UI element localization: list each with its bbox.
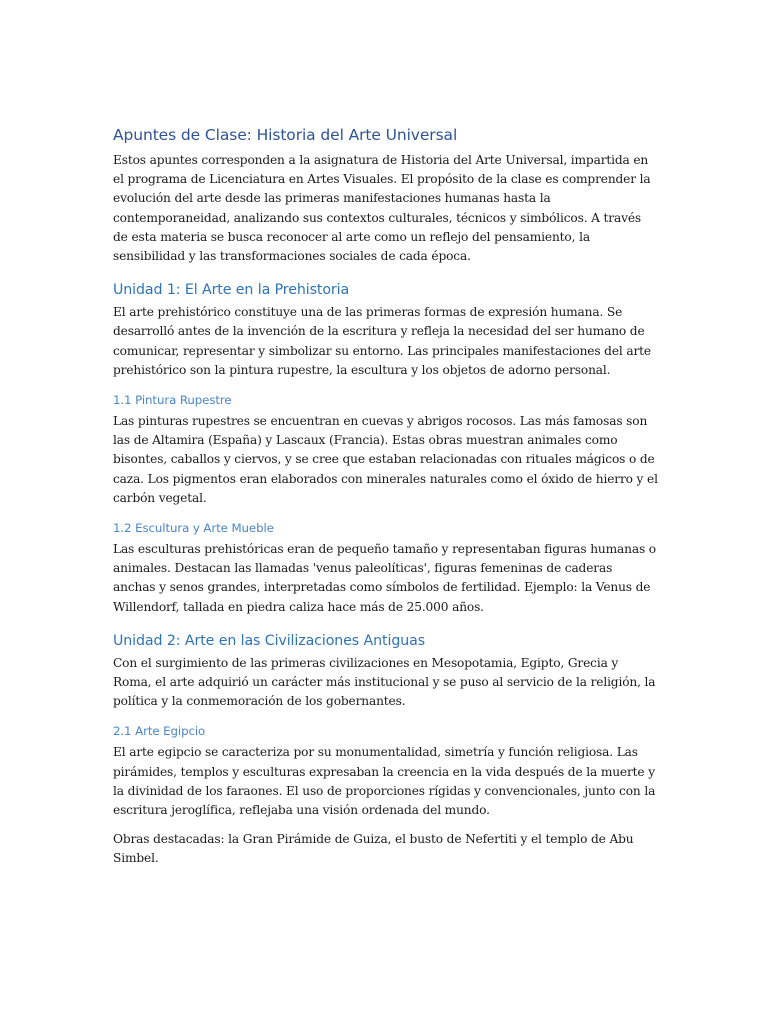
document-page <box>113 124 658 869</box>
unit-2-paragraph: Con el surgimiento de las primeras civilizaciones en Mesopotamia, Egipto, Grecia y Roma, el arte adquirió un carácter más institucional y se puso al servicio de la religión, la política y la conmemoración de los gobernantes. <box>113 655 656 709</box>
unit-2-heading: Unidad 2: Arte en las Civilizaciones Antiguas <box>113 632 425 649</box>
unit-1-paragraph: El arte prehistórico constituye una de las primeras formas de expresión humana. Se desarrolló antes de la invención de la escritura y refleja la necesidad del ser humano de comunicar, representar y simbolizar su entorno. Las principales manifestaciones del arte prehistórico son la pintura rupestre, la escultura y los objetos de adorno personal. <box>113 305 651 377</box>
section-1-1-paragraph: Las pinturas rupestres se encuentran en cuevas y abrigos rocosos. Las más famosas son las de Altamira (España) y Lascaux (Francia). Estas obras muestran animales como bisontes, caballos y ciervos, y se cree que estaban relacionadas con rituales mágicos o de caza. Los pigmentos eran elaborados con minerales naturales como el óxido de hierro y el carbón vegetal. <box>113 414 658 505</box>
section-1-2-paragraph: Las esculturas prehistóricas eran de pequeño tamaño y representaban figuras humanas o animales. Destacan las llamadas 'venus paleolíticas', figuras femeninas de caderas anchas y senos grandes, interpretadas como símbolos de fertilidad. Ejemplo: la Venus de Willendorf, tallada en piedra caliza hace más de 25.000 años. <box>113 542 656 614</box>
intro-paragraph: Estos apuntes corresponden a la asignatura de Historia del Arte Universal, impartida en el programa de Licenciatura en Artes Visuales. El propósito de la clase es comprender la evolución del arte desde las primeras manifestaciones humanas hasta la contemporaneidad, analizando sus contextos culturales, técnicos y simbólicos. A través de esta materia se busca reconocer al arte como un reflejo del pensamiento, la sensibilidad y las transformaciones sociales de cada época. <box>113 153 651 264</box>
document-title: Apuntes de Clase: Historia del Arte Universal <box>113 126 458 144</box>
section-2-1-heading: 2.1 Arte Egipcio <box>113 724 206 739</box>
section-2-1-paragraph: El arte egipcio se caracteriza por su monumentalidad, simetría y función religiosa. Las pirámides, templos y esculturas expresaban la creencia en la vida después de la muerte y la divinidad de los faraones. El uso de proporciones rígidas y convencionales, junto con la escritura jeroglífica, reflejaba una visión ordenada del mundo. <box>113 745 656 818</box>
section-2-1-works-paragraph: Obras destacadas: la Gran Pirámide de Guiza, el busto de Nefertiti y el templo de Abu Simbel. <box>113 832 634 866</box>
section-1-2-heading: 1.2 Escultura y Arte Mueble <box>113 521 274 536</box>
unit-1-heading: Unidad 1: El Arte en la Prehistoria <box>113 282 350 299</box>
section-1-1-heading: 1.1 Pintura Rupestre <box>113 393 232 408</box>
